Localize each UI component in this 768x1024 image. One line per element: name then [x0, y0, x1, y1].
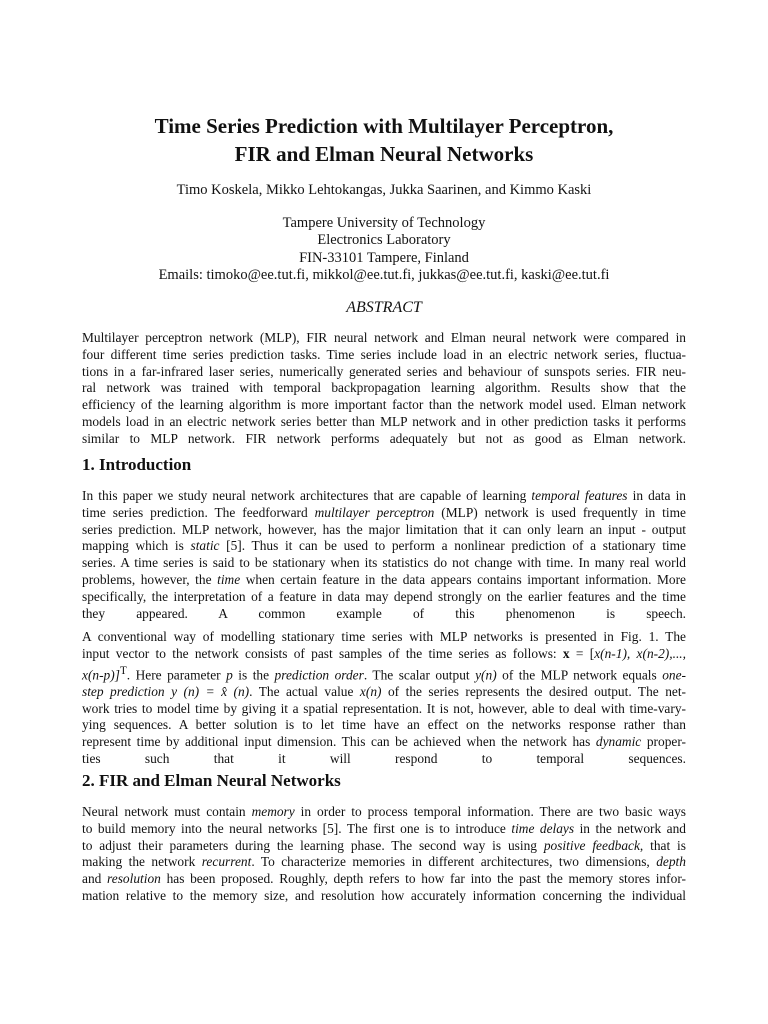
introduction-paragraph-1 — [82, 488, 686, 622]
paragraph-line: they appeared. A common example of this phenomenon is speech. — [82, 605, 686, 621]
paragraph-line: to adjust their parameters during the learning phase. The second way is using positive feedback, that is — [82, 837, 686, 853]
abstract-heading: ABSTRACT — [346, 299, 422, 316]
section-2-heading: 2. FIR and Elman Neural Networks — [82, 771, 341, 790]
paragraph-line: series. A time series is said to be stationary when its statistics do not change with time. In many real world — [82, 555, 686, 571]
introduction-paragraph-2 — [82, 629, 686, 768]
abstract-line: tions in a far-infrared laser series, numerically generated series and behaviour of sunspots series. FIR neu- — [82, 363, 686, 379]
paragraph-line: ties such that it will respond to temporal sequences. — [82, 751, 686, 767]
title-line-2: FIR and Elman Neural Networks — [234, 142, 534, 166]
paragraph-line: specifically, the interpretation of a feature in data may depend strongly on the earlier features and the time — [82, 588, 686, 604]
affiliation-lab: Electronics Laboratory — [317, 232, 451, 249]
paragraph-line: series prediction. MLP network, however, has the major limitation that it can only learn an input - output — [82, 521, 686, 537]
section-1-heading: 1. Introduction — [82, 455, 192, 474]
paper-title — [0, 112, 768, 168]
paragraph-line: input vector to the network consists of past samples of the time series as follows: x = [x(n-1), x(n-2),..., — [82, 645, 686, 661]
abstract-body — [82, 330, 686, 448]
abstract-line: models load in an electric network series better than MLP network and in other prediction tasks it performs — [82, 413, 686, 429]
affiliation-block — [0, 215, 768, 284]
paragraph-line: represent time by additional input dimension. This can be achieved when the network has dynamic proper- — [82, 734, 686, 750]
paragraph-line: ying sequences. A better solution is to let time have an effect on the networks response rather than — [82, 717, 686, 733]
paragraph-line: Neural network must contain memory in order to process temporal information. There are two basic ways — [82, 804, 686, 819]
title-line-1: Time Series Prediction with Multilayer Perceptron, — [154, 114, 614, 138]
affiliation-university: Tampere University of Technology — [282, 215, 486, 231]
paragraph-line: to build memory into the neural networks [5]. The first one is to introduce time delays in the network and — [82, 820, 686, 836]
paragraph-line: work tries to model time by giving it a spatial representation. It is not, however, able to deal with time-vary- — [82, 700, 686, 716]
affiliation-emails: Emails: timoko@ee.tut.fi, mikkol@ee.tut.fi, jukkas@ee.tut.fi, kaski@ee.tut.fi — [158, 266, 610, 283]
paragraph-line: step prediction y (n) = x̂ (n). The actual value x(n) of the series represents the desired output. The net- — [82, 683, 687, 699]
paragraph-line: and resolution has been proposed. Roughly, depth refers to how far into the past the memory stores infor- — [82, 871, 686, 887]
paragraph-line: x(n-p)]$^T$. Here parameter p is the prediction order. The scalar output y(n) of the MLP network equals one- — [82, 664, 686, 683]
abstract-line: efficiency of the learning algorithm is more important factor than the network model used. Elman network — [82, 397, 686, 413]
paragraph-line: mapping which is static [5]. Thus it can be used to perform a nonlinear prediction of a stationary time — [82, 538, 686, 554]
affiliation-address: FIN-33101 Tampere, Finland — [299, 249, 469, 266]
abstract-line: four different time series prediction tasks. Time series include load in an electric network series, fluctua- — [82, 346, 686, 362]
paragraph-line: time series prediction. The feedforward multilayer perceptron (MLP) network is used frequently in time — [82, 504, 686, 520]
abstract-line: ral network was trained with temporal backpropagation learning algorithm. Results show that the — [82, 380, 686, 396]
paragraph-line: mation relative to the memory size, and resolution how accurately information concerning the individual — [82, 887, 686, 903]
author-list: Timo Koskela, Mikko Lehtokangas, Jukka Saarinen, and Kimmo Kaski — [176, 182, 592, 198]
paragraph-line: A conventional way of modelling stationary time series with MLP networks is presented in Fig. 1. The — [82, 629, 686, 644]
paragraph-line: In this paper we study neural network architectures that are capable of learning temporal features in data in — [82, 488, 686, 503]
abstract-line: similar to MLP network. FIR network performs adequately but not as good as Elman network. — [82, 430, 686, 446]
abstract-line: Multilayer perceptron network (MLP), FIR neural network and Elman neural network were compared in — [82, 330, 686, 345]
paragraph-line: problems, however, the time when certain feature in the data appears contains important information. More — [82, 571, 686, 587]
paragraph-line: making the network recurrent. To characterize memories in different architectures, two dimensions, depth — [82, 854, 686, 870]
prediction-equation: y (n) = x̂ (n) — [171, 683, 250, 699]
fir-elman-paragraph-1 — [82, 804, 686, 905]
